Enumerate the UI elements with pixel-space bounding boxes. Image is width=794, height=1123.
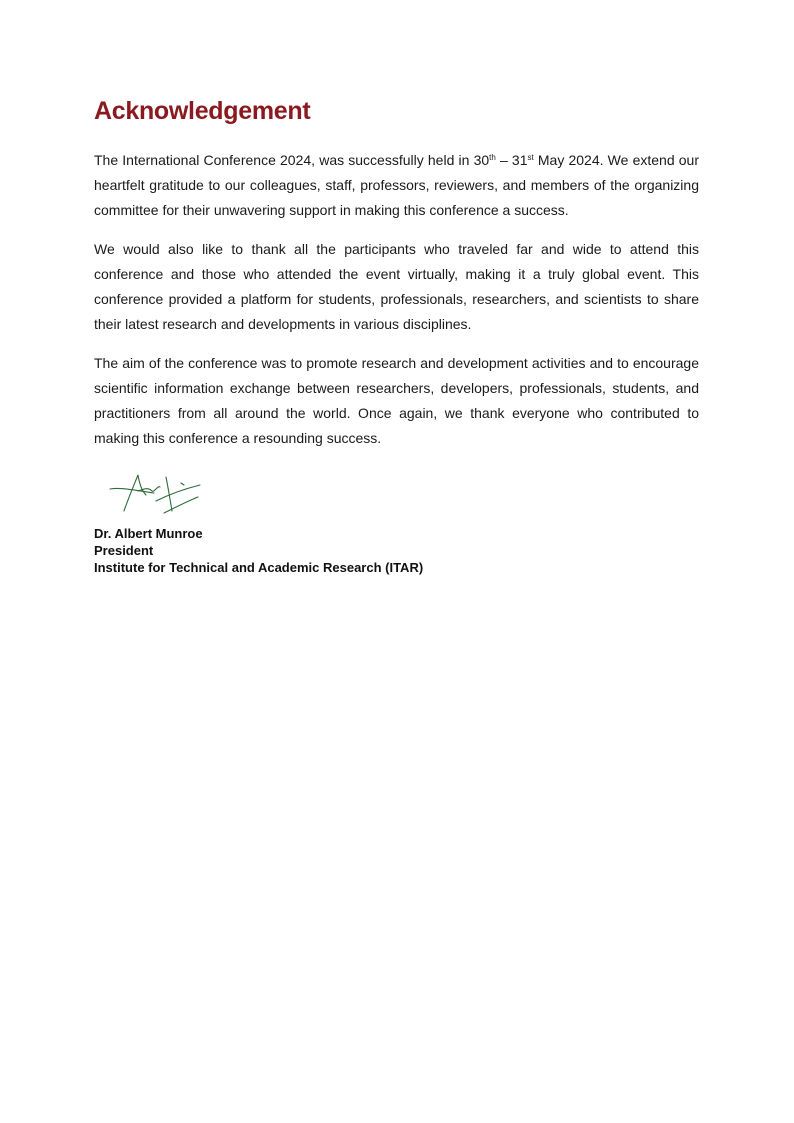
paragraph-1-text-b: – 31 xyxy=(495,152,528,168)
signer-role: President xyxy=(94,543,154,558)
signer-name: Dr. Albert Munroe xyxy=(94,526,203,541)
signer-organization: Institute for Technical and Academic Research (ITAR) xyxy=(94,560,424,575)
document-page xyxy=(94,94,699,576)
paragraph-3: The aim of the conference was to promote research and development activities and to encourage scientific information exchange between researchers, developers, professionals, students, and practitioners from all around the world. Once again, we thank everyone who contributed to making this conference a resounding success. xyxy=(94,355,699,446)
signer-block xyxy=(94,525,699,576)
paragraph-1-text-c: May 2024. We extend our heartfelt gratitude to our colleagues, staff, professors, reviewers, and members of the organizing committee for their unwavering support in making this conference a success. xyxy=(94,152,699,218)
paragraph-2: We would also like to thank all the participants who traveled far and wide to attend this conference and those who attended the event virtually, making it a truly global event. This conference provided a platform for students, professionals, researchers, and scientists to share their latest research and developments in various disciplines. xyxy=(94,241,699,332)
paragraph-1-text-a: The International Conference 2024, was successfully held in 30 xyxy=(94,152,490,168)
page-title: Acknowledgement xyxy=(94,97,311,125)
signature xyxy=(94,471,699,521)
signature-icon xyxy=(108,471,208,519)
paragraph-1 xyxy=(94,148,699,223)
ordinal-suffix: th xyxy=(489,153,496,162)
ordinal-suffix: st xyxy=(527,153,534,162)
